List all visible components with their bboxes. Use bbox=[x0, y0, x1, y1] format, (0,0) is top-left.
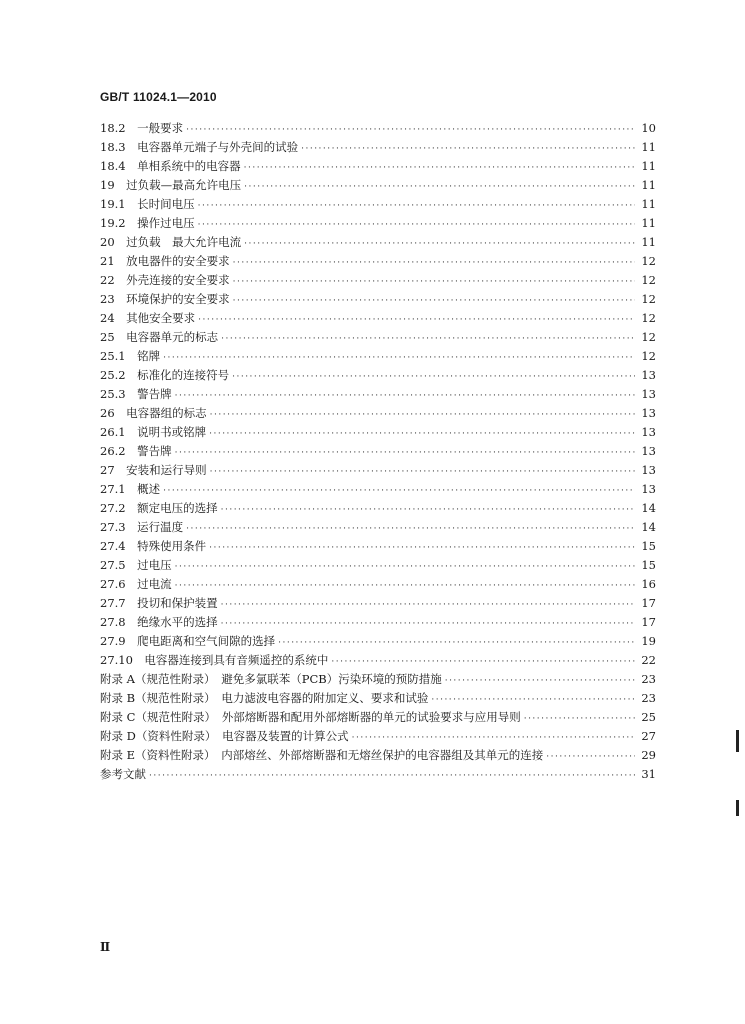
toc-leader-dots bbox=[331, 657, 635, 667]
toc-leader-dots bbox=[221, 619, 635, 629]
toc-entry bbox=[100, 310, 656, 329]
toc-entry-title: 25.3 警告牌 bbox=[100, 387, 172, 401]
toc-entry bbox=[100, 614, 656, 633]
toc-entry-page: 15 bbox=[641, 558, 656, 572]
toc-leader-dots bbox=[244, 182, 635, 192]
toc-entry-page: 12 bbox=[641, 349, 656, 363]
toc-leader-dots bbox=[175, 581, 635, 591]
toc-entry bbox=[100, 120, 656, 139]
toc-entry bbox=[100, 500, 656, 519]
toc-leader-dots bbox=[186, 125, 635, 135]
toc-entry-title: 20 过负载 最大允许电流 bbox=[100, 235, 242, 249]
toc-leader-dots bbox=[209, 429, 635, 439]
scan-edge-mark bbox=[736, 730, 739, 752]
toc-entry-title: 27.7 投切和保护装置 bbox=[100, 596, 218, 610]
toc-entry-title: 附录 A（规范性附录） 避免多氯联苯（PCB）污染环境的预防措施 bbox=[100, 672, 442, 686]
toc-entry bbox=[100, 728, 656, 747]
toc-entry-page: 13 bbox=[641, 482, 656, 496]
toc-entry bbox=[100, 386, 656, 405]
toc-entry bbox=[100, 595, 656, 614]
toc-entry-title: 27.2 额定电压的选择 bbox=[100, 501, 218, 515]
toc-entry bbox=[100, 367, 656, 386]
toc-leader-dots bbox=[244, 163, 635, 173]
toc-entry-title: 附录 E（资料性附录） 内部熔丝、外部熔断器和无熔丝保护的电容器组及其单元的连接 bbox=[100, 748, 544, 762]
toc-entry-page: 13 bbox=[641, 425, 656, 439]
toc-entry-title: 参考文献 bbox=[100, 767, 146, 781]
toc-entry-page: 31 bbox=[641, 767, 656, 781]
toc-entry-title: 27.1 概述 bbox=[100, 482, 161, 496]
toc-entry-page: 22 bbox=[641, 653, 656, 667]
toc-leader-dots bbox=[163, 353, 635, 363]
toc-entry-title: 23 环境保护的安全要求 bbox=[100, 292, 230, 306]
toc-leader-dots bbox=[175, 391, 635, 401]
toc-entry-page: 12 bbox=[641, 273, 656, 287]
toc-entry-page: 29 bbox=[641, 748, 656, 762]
toc-leader-dots bbox=[210, 467, 635, 477]
toc-leader-dots bbox=[233, 277, 635, 287]
page-number: Ⅱ bbox=[100, 940, 111, 954]
scan-edge-mark bbox=[736, 800, 739, 816]
toc-entry-page: 23 bbox=[641, 691, 656, 705]
toc-entry-page: 13 bbox=[641, 387, 656, 401]
toc-entry bbox=[100, 291, 656, 310]
toc-entry bbox=[100, 329, 656, 348]
toc-leader-dots bbox=[149, 771, 635, 781]
toc-entry-title: 26.2 警告牌 bbox=[100, 444, 172, 458]
toc-entry bbox=[100, 424, 656, 443]
toc-leader-dots bbox=[209, 543, 635, 553]
toc-entry bbox=[100, 766, 656, 785]
toc-entry-page: 23 bbox=[641, 672, 656, 686]
toc-entry-title: 21 放电器件的安全要求 bbox=[100, 254, 230, 268]
document-header: GB/T 11024.1—2010 bbox=[100, 90, 217, 104]
toc-entry-page: 25 bbox=[641, 710, 656, 724]
toc-entry-page: 12 bbox=[641, 254, 656, 268]
toc-leader-dots bbox=[221, 505, 635, 515]
toc-entry-page: 15 bbox=[641, 539, 656, 553]
toc-entry-title: 27.9 爬电距离和空气间隙的选择 bbox=[100, 634, 276, 648]
toc-leader-dots bbox=[198, 201, 635, 211]
toc-leader-dots bbox=[198, 220, 635, 230]
toc-entry-title: 18.3 电容器单元端子与外壳间的试验 bbox=[100, 140, 299, 154]
toc-entry-title: 27.3 运行温度 bbox=[100, 520, 184, 534]
toc-entry-title: 25 电容器单元的标志 bbox=[100, 330, 219, 344]
toc-entry-title: 19.2 操作过电压 bbox=[100, 216, 195, 230]
toc-entry-page: 16 bbox=[641, 577, 656, 591]
toc-entry-page: 11 bbox=[641, 216, 656, 230]
toc-leader-dots bbox=[431, 695, 635, 705]
toc-entry-title: 26 电容器组的标志 bbox=[100, 406, 207, 420]
toc-entry-page: 13 bbox=[641, 444, 656, 458]
toc-entry bbox=[100, 348, 656, 367]
toc-entry bbox=[100, 139, 656, 158]
toc-entry-title: 27.4 特殊使用条件 bbox=[100, 539, 207, 553]
toc-entry bbox=[100, 234, 656, 253]
toc-entry bbox=[100, 671, 656, 690]
toc-entry bbox=[100, 747, 656, 766]
toc-entry-page: 12 bbox=[641, 292, 656, 306]
toc-leader-dots bbox=[210, 410, 635, 420]
toc-entry-title: 27 安装和运行导则 bbox=[100, 463, 207, 477]
toc-leader-dots bbox=[352, 733, 635, 743]
toc-entry bbox=[100, 177, 656, 196]
toc-entry bbox=[100, 481, 656, 500]
toc-entry bbox=[100, 462, 656, 481]
toc-leader-dots bbox=[278, 638, 635, 648]
toc-entry-title: 22 外壳连接的安全要求 bbox=[100, 273, 230, 287]
toc-entry-title: 附录 D（资料性附录） 电容器及装置的计算公式 bbox=[100, 729, 349, 743]
toc-entry-title: 18.2 一般要求 bbox=[100, 121, 184, 135]
toc-entry bbox=[100, 690, 656, 709]
toc-entry-title: 27.6 过电流 bbox=[100, 577, 172, 591]
toc-entry-page: 11 bbox=[641, 197, 656, 211]
toc-leader-dots bbox=[198, 315, 635, 325]
toc-entry-page: 17 bbox=[641, 596, 656, 610]
toc-entry-page: 12 bbox=[641, 311, 656, 325]
toc-entry-title: 19.1 长时间电压 bbox=[100, 197, 195, 211]
toc-entry-title: 19 过负载—最高允许电压 bbox=[100, 178, 242, 192]
toc-entry-page: 14 bbox=[641, 501, 656, 515]
toc-entry-page: 11 bbox=[641, 159, 656, 173]
toc-entry bbox=[100, 405, 656, 424]
toc-entry-page: 13 bbox=[641, 368, 656, 382]
toc-leader-dots bbox=[524, 714, 635, 724]
toc-entry-title: 附录 B（规范性附录） 电力滤波电容器的附加定义、要求和试验 bbox=[100, 691, 429, 705]
toc-leader-dots bbox=[175, 448, 635, 458]
toc-entry bbox=[100, 576, 656, 595]
toc-entry-title: 25.2 标准化的连接符号 bbox=[100, 368, 230, 382]
toc-entry-title: 27.5 过电压 bbox=[100, 558, 172, 572]
toc-entry-page: 19 bbox=[641, 634, 656, 648]
toc-entry-title: 附录 C（规范性附录） 外部熔断器和配用外部熔断器的单元的试验要求与应用导则 bbox=[100, 710, 521, 724]
toc-entry-page: 13 bbox=[641, 463, 656, 477]
toc-leader-dots bbox=[445, 676, 635, 686]
toc-leader-dots bbox=[233, 258, 635, 268]
toc-entry-title: 24 其他安全要求 bbox=[100, 311, 196, 325]
toc-entry-title: 26.1 说明书或铭牌 bbox=[100, 425, 207, 439]
toc-entry-page: 11 bbox=[641, 178, 656, 192]
toc-entry bbox=[100, 443, 656, 462]
toc-leader-dots bbox=[221, 334, 635, 344]
toc-entry-page: 11 bbox=[641, 235, 656, 249]
table-of-contents bbox=[100, 120, 656, 785]
toc-entry bbox=[100, 215, 656, 234]
toc-entry bbox=[100, 652, 656, 671]
toc-entry-page: 11 bbox=[641, 140, 656, 154]
toc-entry-page: 13 bbox=[641, 406, 656, 420]
toc-leader-dots bbox=[301, 144, 635, 154]
toc-entry-page: 12 bbox=[641, 330, 656, 344]
toc-leader-dots bbox=[546, 752, 635, 762]
toc-entry-page: 17 bbox=[641, 615, 656, 629]
toc-entry bbox=[100, 519, 656, 538]
toc-entry-page: 27 bbox=[641, 729, 656, 743]
toc-entry bbox=[100, 253, 656, 272]
toc-entry bbox=[100, 633, 656, 652]
toc-entry bbox=[100, 158, 656, 177]
toc-entry-title: 18.4 单相系统中的电容器 bbox=[100, 159, 241, 173]
toc-entry bbox=[100, 272, 656, 291]
toc-leader-dots bbox=[163, 486, 635, 496]
toc-entry-page: 10 bbox=[641, 121, 656, 135]
toc-entry-title: 25.1 铭牌 bbox=[100, 349, 161, 363]
toc-entry-title: 27.8 绝缘水平的选择 bbox=[100, 615, 218, 629]
toc-leader-dots bbox=[244, 239, 635, 249]
toc-leader-dots bbox=[186, 524, 635, 534]
toc-entry bbox=[100, 557, 656, 576]
toc-entry bbox=[100, 709, 656, 728]
toc-entry bbox=[100, 538, 656, 557]
toc-leader-dots bbox=[232, 372, 635, 382]
toc-entry-title: 27.10 电容器连接到具有音频遥控的系统中 bbox=[100, 653, 329, 667]
toc-entry bbox=[100, 196, 656, 215]
toc-leader-dots bbox=[175, 562, 635, 572]
toc-entry-page: 14 bbox=[641, 520, 656, 534]
toc-leader-dots bbox=[221, 600, 635, 610]
toc-leader-dots bbox=[233, 296, 635, 306]
